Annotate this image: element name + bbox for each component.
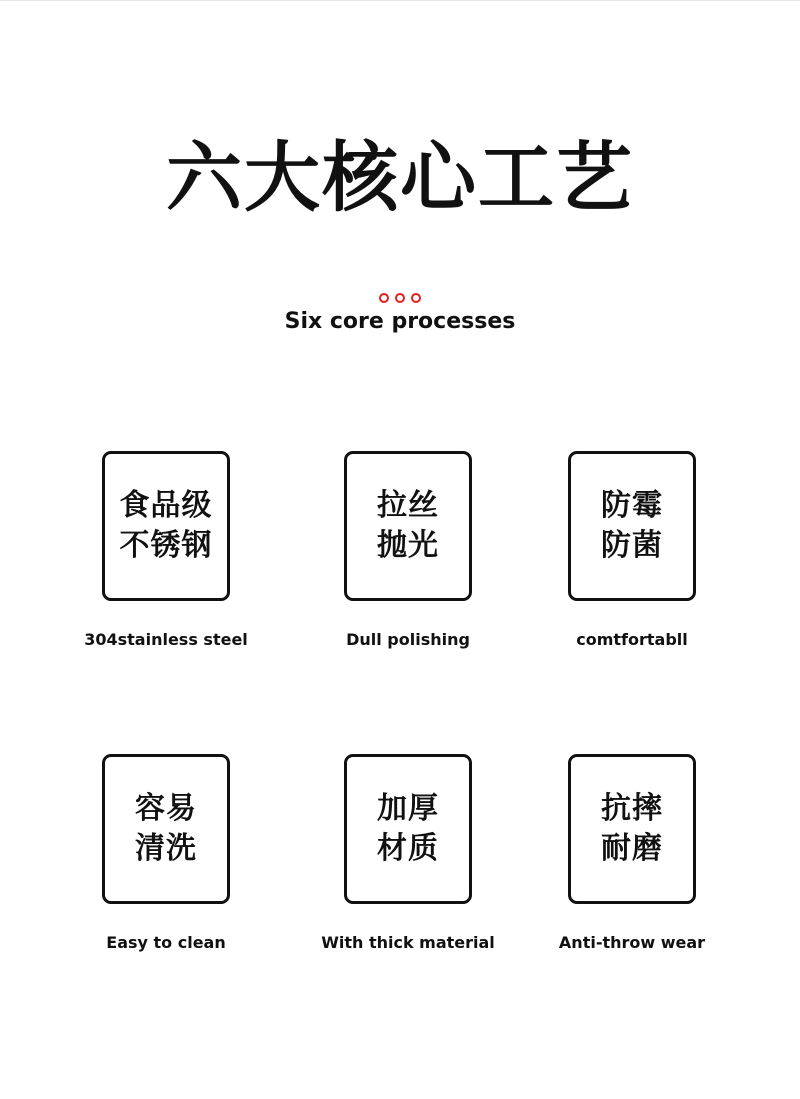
dot-icon [411,293,421,303]
feature-card-line: 食品级 [119,488,213,523]
feature-card-line: 清洗 [135,831,197,866]
feature-card-antibacterial [568,451,696,601]
feature-card-line: 耐磨 [601,831,663,866]
feature-card-line: 防霉 [601,488,663,523]
feature-card-easy-clean [102,754,230,904]
feature-caption: 304stainless steel [84,630,248,649]
feature-caption: comtfortabll [576,630,688,649]
feature-card-line: 抗摔 [601,791,663,826]
feature-card-line: 容易 [135,791,197,826]
decorative-dots [0,293,800,303]
feature-card-line: 防菌 [601,528,663,563]
feature-card-line: 材质 [377,831,439,866]
feature-card-line: 加厚 [377,791,439,826]
feature-card-line: 不锈钢 [119,528,213,563]
dot-icon [395,293,405,303]
feature-card-line: 抛光 [377,528,439,563]
feature-card-thick-material [344,754,472,904]
feature-caption: Easy to clean [106,933,226,952]
page-title: 六大核心工艺 [166,133,634,222]
feature-card-polishing [344,451,472,601]
feature-caption: Dull polishing [346,630,470,649]
feature-caption: With thick material [321,933,495,952]
feature-card-food-grade [102,451,230,601]
top-divider [0,0,800,1]
page-subtitle: Six core processes [284,309,516,334]
feature-card-anti-throw [568,754,696,904]
feature-card-line: 拉丝 [377,488,439,523]
feature-caption: Anti-throw wear [558,933,706,952]
dot-icon [379,293,389,303]
